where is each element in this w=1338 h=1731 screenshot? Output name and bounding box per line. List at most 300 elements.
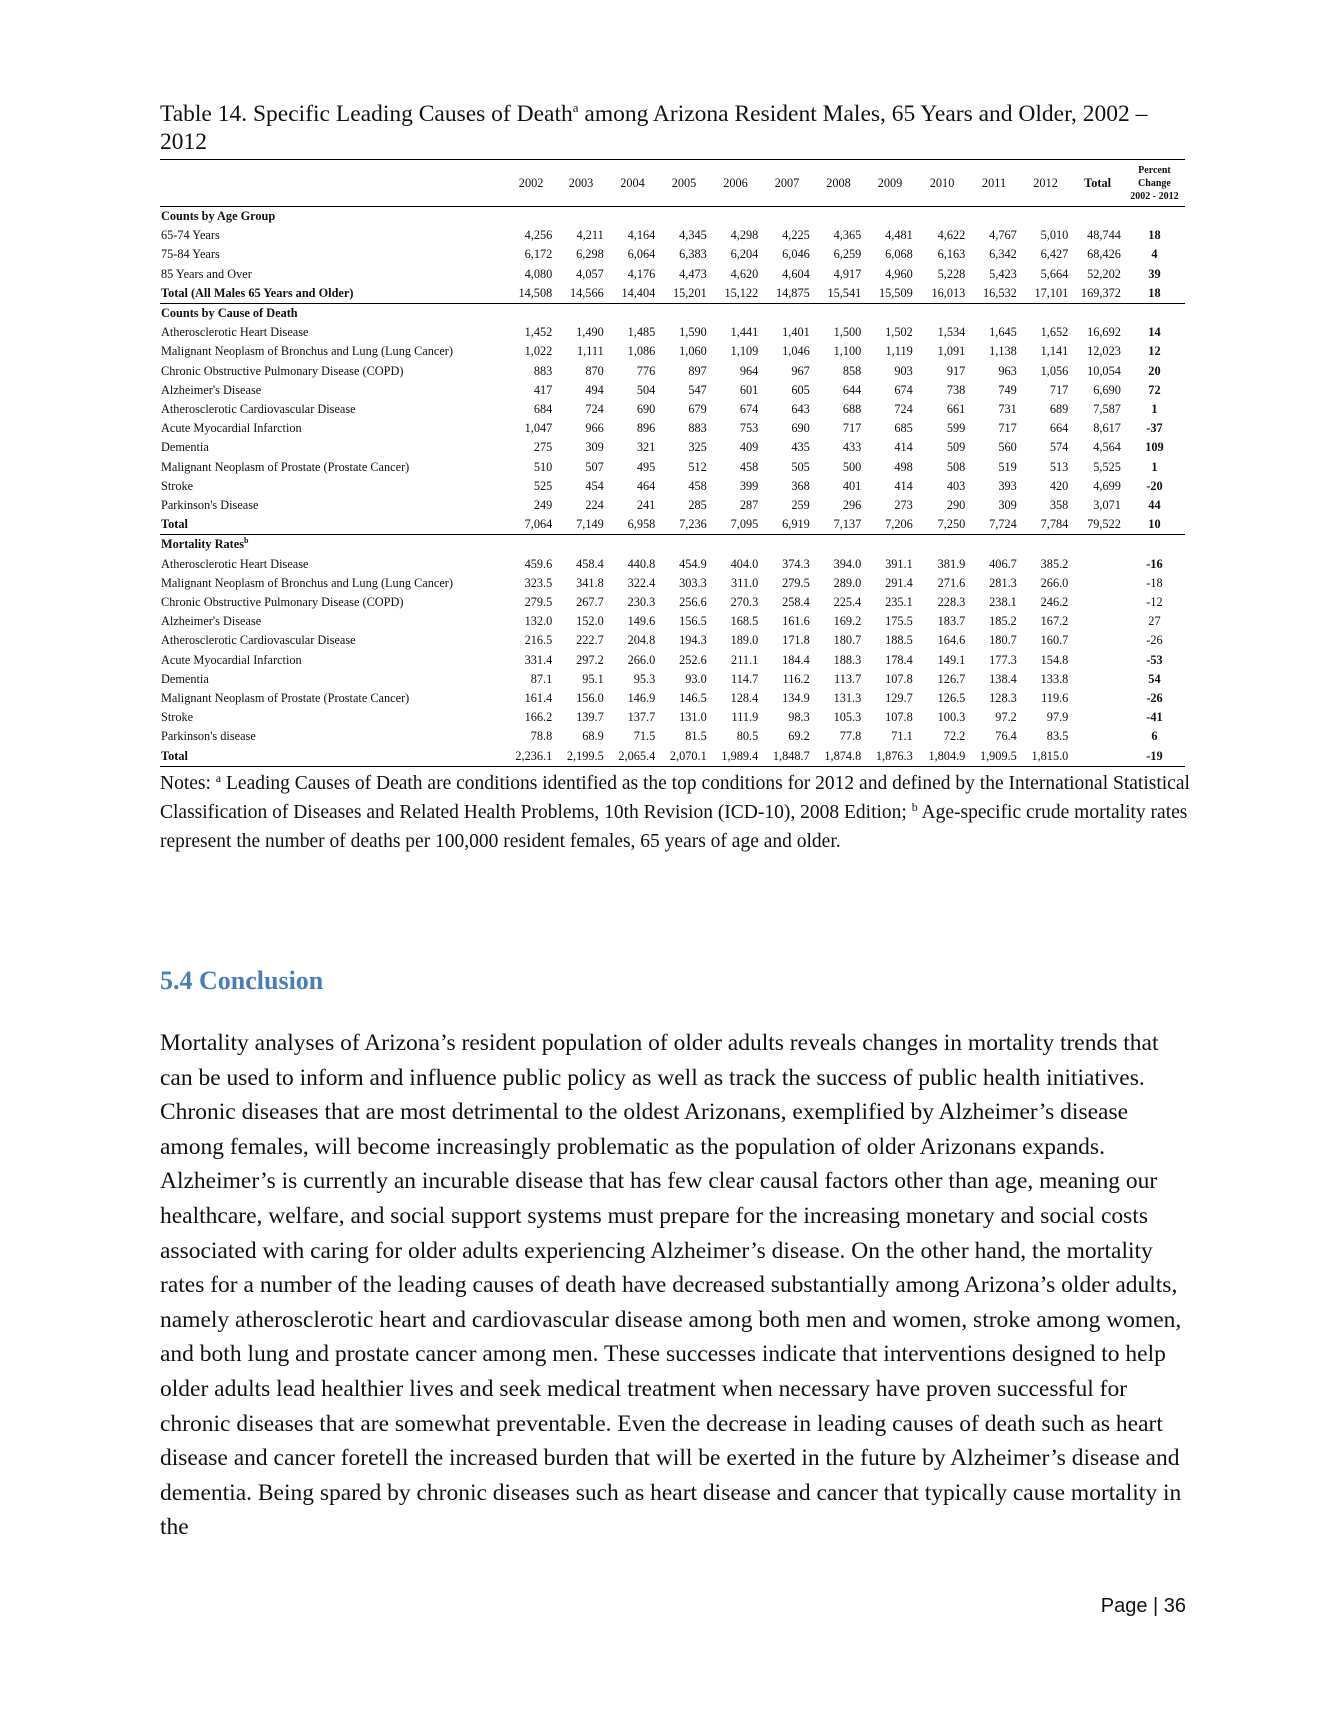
row-label: Atherosclerotic Cardiovascular Disease (161, 633, 356, 648)
year-value: 1,119 (885, 344, 913, 359)
year-value: 6,204 (730, 247, 759, 262)
table-total-row (160, 284, 1185, 304)
year-value: 166.2 (524, 710, 553, 725)
year-value: 409 (739, 440, 759, 455)
year-value: 7,206 (885, 517, 913, 532)
year-value: 169.2 (833, 614, 862, 629)
year-value: 160.7 (1040, 633, 1069, 648)
year-value: 1,109 (730, 344, 759, 359)
year-value: 78.8 (530, 729, 553, 744)
year-value: 1,401 (782, 325, 810, 340)
year-value: 1,441 (730, 325, 759, 340)
row-label: Alzheimer's Disease (161, 614, 262, 629)
year-value: 14,566 (569, 285, 604, 300)
year-value: 414 (894, 478, 913, 493)
row-label: Stroke (161, 478, 194, 493)
year-value: 4,960 (885, 266, 913, 281)
percent-change-value: 27 (1148, 614, 1161, 629)
year-value: 459.6 (524, 556, 553, 571)
section-header-row (160, 304, 1185, 324)
year-value: 749 (998, 382, 1017, 397)
year-value: 7,064 (524, 517, 553, 532)
year-value: 1,056 (1040, 363, 1069, 378)
year-value: 246.2 (1040, 595, 1069, 610)
year-value: 6,163 (937, 247, 966, 262)
year-value: 211.1 (731, 652, 759, 667)
year-value: 7,250 (937, 517, 966, 532)
year-value: 83.5 (1046, 729, 1069, 744)
year-value: 505 (791, 459, 810, 474)
section-header-row (160, 535, 1185, 555)
row-label: Acute Myocardial Infarction (161, 652, 302, 667)
percent-change-value: 109 (1145, 440, 1164, 455)
row-label: Dementia (161, 671, 209, 686)
table-row (160, 689, 1185, 708)
table-row (160, 651, 1185, 670)
year-value: 87.1 (530, 671, 553, 686)
year-value: 4,365 (833, 228, 862, 243)
year-value: 1,645 (989, 325, 1017, 340)
column-header-year: 2007 (774, 175, 800, 190)
year-value: 270.3 (730, 595, 759, 610)
year-value: 2,065.4 (618, 748, 656, 763)
total-value: 79,522 (1087, 517, 1121, 532)
year-value: 296 (842, 498, 862, 513)
year-value: 309 (585, 440, 604, 455)
table-row (160, 574, 1185, 593)
year-value: 574 (1049, 440, 1069, 455)
table-header-row (160, 160, 1185, 207)
total-value (1071, 747, 1124, 767)
year-value: 15,509 (878, 285, 913, 300)
table-row (160, 458, 1185, 477)
year-value: 72.2 (943, 729, 966, 744)
column-header-year: 2010 (929, 175, 955, 190)
section-header-row (160, 207, 1185, 227)
year-value: 1,815.0 (1031, 748, 1069, 763)
row-label: Total (All Males 65 Years and Older) (161, 285, 354, 300)
total-value: 3,071 (1093, 498, 1121, 513)
percent-change-value: 39 (1148, 266, 1161, 281)
year-value: 368 (791, 478, 810, 493)
table-row (160, 342, 1185, 361)
year-value: 435 (791, 440, 810, 455)
year-value: 93.0 (685, 671, 707, 686)
year-value: 1,490 (576, 325, 604, 340)
year-value: 17,101 (1034, 285, 1069, 300)
section-title-text: Counts by Cause of Death (161, 306, 298, 321)
year-value: 80.5 (736, 729, 759, 744)
column-header-year: 2005 (671, 175, 697, 190)
year-value: 137.7 (627, 710, 656, 725)
year-value: 500 (842, 459, 862, 474)
year-value: 5,423 (989, 266, 1017, 281)
year-value: 183.7 (937, 614, 966, 629)
percent-change-header-line: Change (1138, 177, 1171, 189)
year-value: 717 (998, 421, 1017, 436)
year-value: 495 (636, 459, 656, 474)
year-value: 1,060 (679, 344, 707, 359)
year-value: 689 (1049, 402, 1069, 417)
percent-change-header-line: Percent (1138, 164, 1171, 176)
column-header-year: 2004 (620, 175, 645, 190)
percent-change-value: 6 (1151, 729, 1158, 744)
year-value: 433 (842, 440, 862, 455)
year-value: 105.3 (833, 710, 862, 725)
year-value: 281.3 (989, 575, 1017, 590)
year-value: 4,481 (885, 228, 913, 243)
table-row (160, 670, 1185, 689)
year-value: 664 (1049, 421, 1069, 436)
year-value: 731 (998, 402, 1017, 417)
column-header-year: 2011 (982, 175, 1007, 190)
year-value: 14,404 (621, 285, 656, 300)
row-label: Parkinson's Disease (161, 498, 259, 513)
year-value: 4,298 (730, 228, 759, 243)
year-value: 161.6 (782, 614, 810, 629)
year-value: 146.9 (627, 691, 656, 706)
year-value: 393 (998, 478, 1017, 493)
year-value: 724 (585, 402, 604, 417)
section-title (160, 304, 1185, 324)
year-value: 688 (842, 402, 862, 417)
year-value: 76.4 (995, 729, 1017, 744)
year-value: 674 (894, 382, 913, 397)
section-title-text: Counts by Age Group (161, 209, 276, 223)
table-section (160, 100, 1190, 856)
table-row (160, 438, 1185, 457)
year-value: 4,767 (989, 228, 1017, 243)
total-value (1071, 555, 1124, 574)
year-value: 679 (688, 402, 707, 417)
percent-change-value: 44 (1148, 498, 1161, 513)
year-value: 440.8 (627, 556, 656, 571)
year-value: 963 (998, 363, 1017, 378)
total-value (1071, 689, 1124, 708)
year-value: 228.3 (937, 595, 966, 610)
year-value: 69.2 (788, 729, 810, 744)
year-value: 178.4 (885, 652, 913, 667)
year-value: 4,080 (524, 266, 553, 281)
year-value: 1,091 (937, 344, 966, 359)
table-row (160, 323, 1185, 342)
year-value: 15,201 (672, 285, 707, 300)
table-row (160, 381, 1185, 400)
year-value: 4,622 (937, 228, 966, 243)
year-value: 134.9 (782, 691, 810, 706)
total-value: 52,202 (1087, 266, 1121, 281)
year-value: 204.8 (627, 633, 656, 648)
year-value: 184.4 (782, 652, 810, 667)
year-value: 175.5 (885, 614, 913, 629)
year-value: 180.7 (989, 633, 1017, 648)
percent-change-value: -16 (1146, 556, 1163, 571)
year-value: 97.2 (995, 710, 1017, 725)
column-header-year: 2008 (826, 175, 851, 190)
table-row (160, 708, 1185, 727)
year-value: 4,176 (627, 266, 656, 281)
year-value: 68.9 (582, 729, 604, 744)
year-value: 114.7 (731, 671, 759, 686)
year-value: 458 (739, 459, 759, 474)
total-value (1071, 612, 1124, 631)
year-value: 724 (894, 402, 913, 417)
total-value: 5,525 (1093, 459, 1121, 474)
total-value: 4,699 (1093, 478, 1121, 493)
percent-change-value: -37 (1146, 421, 1163, 436)
year-value: 454 (585, 478, 604, 493)
year-value: 126.5 (937, 691, 966, 706)
year-value: 776 (636, 363, 656, 378)
row-label: Chronic Obstructive Pulmonary Disease (COPD) (161, 595, 404, 610)
year-value: 1,047 (524, 421, 553, 436)
year-value: 690 (791, 421, 810, 436)
table-body (160, 207, 1185, 767)
year-value: 717 (1049, 382, 1069, 397)
year-value: 7,724 (989, 517, 1017, 532)
year-value: 4,057 (576, 266, 604, 281)
table-row (160, 245, 1185, 264)
year-value: 1,100 (833, 344, 862, 359)
year-value: 98.3 (788, 710, 810, 725)
row-label: Parkinson's disease (161, 729, 256, 744)
year-value: 161.4 (524, 691, 553, 706)
year-value: 1,502 (885, 325, 913, 340)
year-value: 14,508 (518, 285, 553, 300)
year-value: 358 (1049, 498, 1069, 513)
body-paragraph: Mortality analyses of Arizona’s resident population of older adults reveals changes in mortality trends that can be used to inform and influence public policy as well as track the success of public health initiatives. Chronic diseases that are most detrimental to the oldest Arizonans, exemplified by Alzheimer’s disease among females, will become increasingly problematic as the population of older Arizonans expands. Alzheimer’s is currently an incurable disease that has few clear causal factors other than age, meaning our healthcare, welfare, and social support systems must prepare for the increasing monetary and social costs associated with caring for older adults experiencing Alzheimer’s disease. On the other hand, the mortality rates for a number of the leading causes of death have decreased substantially among Arizona’s older adults, namely atherosclerotic heart and cardiovascular disease among both men and women, stroke among women, and both lung and prostate cancer among men. These successes indicate that interventions designed to help older adults lead healthier lives and seek medical treatment when necessary have proven successful for chronic diseases that are somewhat preventable. Even the decrease in leading causes of death such as heart disease and cancer foretell the increased burden that will be exerted in the future by Alzheimer’s disease and dementia. Being spared by chronic diseases such as heart disease and cancer that typically cause mortality in the (160, 1030, 1182, 1541)
year-value: 6,383 (679, 247, 707, 262)
year-value: 504 (636, 382, 656, 397)
year-value: 454.9 (679, 556, 707, 571)
total-value: 169,372 (1080, 285, 1121, 300)
year-value: 188.3 (833, 652, 862, 667)
column-header-year: 2002 (518, 175, 544, 190)
column-header-total: Total (1084, 175, 1112, 190)
year-value: 601 (739, 382, 759, 397)
year-value: 138.4 (989, 671, 1017, 686)
year-value: 171.8 (782, 633, 810, 648)
year-value: 7,137 (833, 517, 862, 532)
year-value: 14,875 (775, 285, 810, 300)
year-value: 4,620 (730, 266, 759, 281)
year-value: 917 (946, 363, 966, 378)
column-header-percent-change (1124, 160, 1185, 207)
year-value: 7,149 (576, 517, 604, 532)
total-value: 10,054 (1087, 363, 1121, 378)
year-value: 661 (946, 402, 966, 417)
year-value: 325 (688, 440, 707, 455)
year-value: 1,138 (989, 344, 1017, 359)
year-value: 896 (636, 421, 656, 436)
row-label: 75-84 Years (161, 247, 220, 262)
year-value: 2,070.1 (669, 748, 707, 763)
year-value: 519 (998, 459, 1017, 474)
total-value: 8,617 (1093, 421, 1121, 436)
year-value: 71.5 (633, 729, 656, 744)
percent-change-value: 12 (1148, 344, 1161, 359)
year-value: 403 (946, 478, 966, 493)
year-value: 5,664 (1040, 266, 1069, 281)
year-value: 7,095 (730, 517, 759, 532)
year-value: 599 (946, 421, 966, 436)
total-value (1071, 631, 1124, 650)
year-value: 1,590 (679, 325, 707, 340)
year-value: 509 (946, 440, 966, 455)
year-value: 131.0 (679, 710, 707, 725)
table-row (160, 477, 1185, 496)
row-label: Total (161, 517, 188, 532)
header-blank (160, 160, 507, 207)
year-value: 685 (894, 421, 913, 436)
year-value: 258.4 (782, 595, 810, 610)
row-label: Malignant Neoplasm of Prostate (Prostate Cancer) (161, 459, 410, 474)
year-value: 16,013 (931, 285, 966, 300)
percent-change-value: 72 (1148, 382, 1161, 397)
row-label: Malignant Neoplasm of Bronchus and Lung (Lung Cancer) (161, 344, 453, 359)
row-label: Total (161, 748, 188, 763)
year-value: 414 (894, 440, 913, 455)
year-value: 152.0 (576, 614, 604, 629)
year-value: 290 (946, 498, 966, 513)
year-value: 15,122 (724, 285, 759, 300)
section-heading: 5.4 Conclusion (160, 966, 324, 995)
mortality-table (160, 159, 1185, 767)
row-label: Atherosclerotic Heart Disease (161, 556, 309, 571)
year-value: 6,342 (989, 247, 1017, 262)
year-value: 643 (791, 402, 810, 417)
row-label: Chronic Obstructive Pulmonary Disease (COPD) (161, 363, 404, 378)
year-value: 133.8 (1040, 671, 1069, 686)
section-title (160, 207, 1185, 227)
table-row (160, 555, 1185, 574)
total-value (1071, 593, 1124, 612)
percent-change-value: -18 (1146, 575, 1163, 590)
percent-change-value: -12 (1146, 595, 1163, 610)
year-value: 266.0 (627, 652, 656, 667)
year-value: 1,874.8 (824, 748, 862, 763)
year-value: 279.5 (782, 575, 810, 590)
row-label: Stroke (161, 710, 194, 725)
percent-change-value: 1 (1151, 459, 1158, 474)
year-value: 964 (739, 363, 759, 378)
year-value: 177.3 (989, 652, 1017, 667)
year-value: 513 (1049, 459, 1069, 474)
year-value: 4,604 (782, 266, 810, 281)
total-value: 16,692 (1087, 325, 1121, 340)
table-row (160, 226, 1185, 245)
column-header-year: 2006 (723, 175, 748, 190)
year-value: 690 (636, 402, 656, 417)
year-value: 216.5 (524, 633, 553, 648)
total-value: 48,744 (1087, 228, 1121, 243)
year-value: 738 (946, 382, 966, 397)
year-value: 391.1 (885, 556, 913, 571)
row-label: Atherosclerotic Cardiovascular Disease (161, 402, 356, 417)
year-value: 15,541 (827, 285, 862, 300)
year-value: 897 (688, 363, 707, 378)
year-value: 1,848.7 (772, 748, 810, 763)
row-label: Acute Myocardial Infarction (161, 421, 302, 436)
percent-change-value: 14 (1148, 325, 1161, 340)
column-header-year: 2003 (568, 175, 594, 190)
row-label: Dementia (161, 440, 209, 455)
row-label: 85 Years and Over (161, 266, 252, 281)
year-value: 5,010 (1040, 228, 1069, 243)
year-value: 507 (585, 459, 604, 474)
year-value: 966 (585, 421, 604, 436)
year-value: 224 (585, 498, 604, 513)
year-value: 156.0 (576, 691, 604, 706)
year-value: 107.8 (885, 671, 913, 686)
year-value: 321 (636, 440, 656, 455)
year-value: 6,919 (782, 517, 810, 532)
year-value: 684 (533, 402, 553, 417)
year-value: 113.7 (834, 671, 862, 686)
year-value: 883 (533, 363, 553, 378)
year-value: 717 (842, 421, 862, 436)
row-label: 65-74 Years (161, 228, 220, 243)
year-value: 6,298 (576, 247, 604, 262)
year-value: 404.0 (730, 556, 759, 571)
year-value: 139.7 (576, 710, 604, 725)
year-value: 194.3 (679, 633, 707, 648)
year-value: 458.4 (576, 556, 604, 571)
percent-change-value: -19 (1146, 748, 1163, 763)
year-value: 97.9 (1046, 710, 1069, 725)
column-header-year: 2009 (877, 175, 903, 190)
year-value: 1,111 (577, 344, 604, 359)
year-value: 185.2 (989, 614, 1017, 629)
year-value: 1,452 (524, 325, 553, 340)
year-value: 883 (688, 421, 707, 436)
year-value: 5,228 (937, 266, 966, 281)
year-value: 4,211 (576, 228, 604, 243)
total-value: 12,023 (1087, 344, 1121, 359)
year-value: 287 (739, 498, 759, 513)
table-notes: Notes: $^a$ Leading Causes of Death are conditions identified as the top conditions for 2012 and defined by the International Statistical Classification of Diseases and Related Health Problems, 10th Revision (ICD-10), 2008 Edition; $^b$ Age-specific crude mortality rates represent the number of deaths per 100,000 resident females, 65 years of age and older. (160, 770, 1190, 852)
year-value: 95.1 (582, 671, 604, 686)
year-value: 510 (533, 459, 553, 474)
year-value: 512 (688, 459, 707, 474)
year-value: 77.8 (839, 729, 862, 744)
year-value: 903 (894, 363, 913, 378)
year-value: 132.0 (524, 614, 553, 629)
year-value: 674 (739, 402, 759, 417)
year-value: 154.8 (1040, 652, 1069, 667)
year-value: 858 (842, 363, 862, 378)
percent-change-value: -41 (1146, 710, 1163, 725)
year-value: 252.6 (679, 652, 707, 667)
year-value: 4,473 (679, 266, 707, 281)
year-value: 238.1 (989, 595, 1017, 610)
year-value: 560 (998, 440, 1017, 455)
year-value: 7,236 (679, 517, 707, 532)
total-value: 6,690 (1093, 382, 1121, 397)
percent-change-value: 18 (1148, 228, 1161, 243)
year-value: 6,427 (1040, 247, 1069, 262)
year-value: 71.1 (891, 729, 913, 744)
year-value: 331.4 (524, 652, 553, 667)
year-value: 381.9 (937, 556, 966, 571)
year-value: 1,652 (1040, 325, 1069, 340)
year-value: 6,259 (833, 247, 862, 262)
year-value: 267.7 (576, 595, 604, 610)
page-number: Page | 36 (1100, 1595, 1186, 1617)
year-value: 341.8 (576, 575, 604, 590)
year-value: 1,804.9 (928, 748, 966, 763)
year-value: 6,958 (627, 517, 656, 532)
